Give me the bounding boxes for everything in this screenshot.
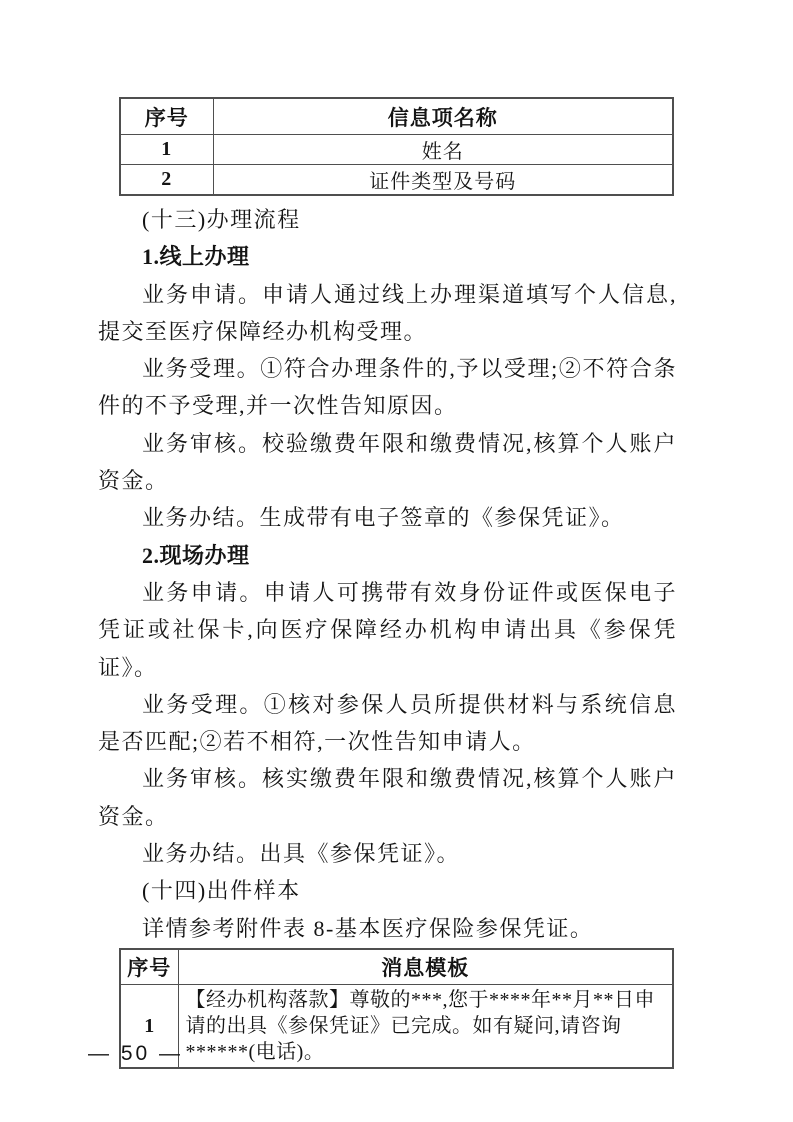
- col-header-serial: 序号: [120, 949, 178, 985]
- table-row: [120, 135, 673, 165]
- page-number: — 50 —: [88, 1042, 184, 1065]
- online-acceptance-paragraph: 业务受理。①符合办理条件的,予以受理;②不符合条件的不予受理,并一次性告知原因。: [98, 356, 677, 419]
- row-message-template: 【经办机构落款】尊敬的***,您于****年**月**日申请的出具《参保凭证》已完成。如有疑问,请咨询******(电话)。: [178, 985, 673, 1069]
- col-header-serial: 序号: [120, 98, 213, 135]
- online-completion-paragraph: 业务办结。生成带有电子签章的《参保凭证》。: [142, 505, 625, 531]
- row-serial: 2: [120, 165, 213, 196]
- row-serial: 1: [120, 985, 178, 1069]
- table-header-row: [120, 98, 673, 135]
- section-13-heading: (十三)办理流程: [142, 207, 301, 232]
- sample-reference-paragraph: 详情参考附件表 8-基本医疗保险参保凭证。: [142, 915, 594, 941]
- body-text: [98, 196, 677, 948]
- page-content: [98, 97, 677, 1069]
- onsite-completion-paragraph: 业务办结。出具《参保凭证》。: [142, 841, 461, 867]
- onsite-acceptance-paragraph: 业务受理。①核对参保人员所提供材料与系统信息是否匹配;②若不相符,一次性告知申请人。: [98, 691, 677, 755]
- row-serial: 1: [120, 135, 213, 165]
- table-header-row: [120, 949, 673, 985]
- onsite-review-paragraph: 业务审核。核实缴费年限和缴费情况,核算个人账户资金。: [98, 766, 677, 829]
- online-application-paragraph: 业务申请。申请人通过线上办理渠道填写个人信息,提交至医疗保障经办机构受理。: [98, 281, 677, 344]
- onsite-application-paragraph: 业务申请。申请人可携带有效身份证件或医保电子凭证或社保卡,向医疗保障经办机构申请出具《参保凭证》。: [98, 579, 677, 680]
- table-row: [120, 985, 673, 1069]
- table-row: [120, 165, 673, 196]
- col-header-info-item: 信息项名称: [213, 98, 673, 135]
- online-handling-heading: 1.线上办理: [142, 244, 250, 270]
- col-header-message-template: 消息模板: [178, 949, 673, 985]
- section-14-heading: (十四)出件样本: [142, 878, 301, 904]
- online-review-paragraph: 业务审核。校验缴费年限和缴费情况,核算个人账户资金。: [98, 430, 677, 494]
- row-info-item: 姓名: [213, 135, 673, 165]
- row-info-item: 证件类型及号码: [213, 165, 673, 196]
- message-template-table: [119, 948, 674, 1069]
- onsite-handling-heading: 2.现场办理: [142, 542, 250, 568]
- info-items-table: [119, 97, 674, 196]
